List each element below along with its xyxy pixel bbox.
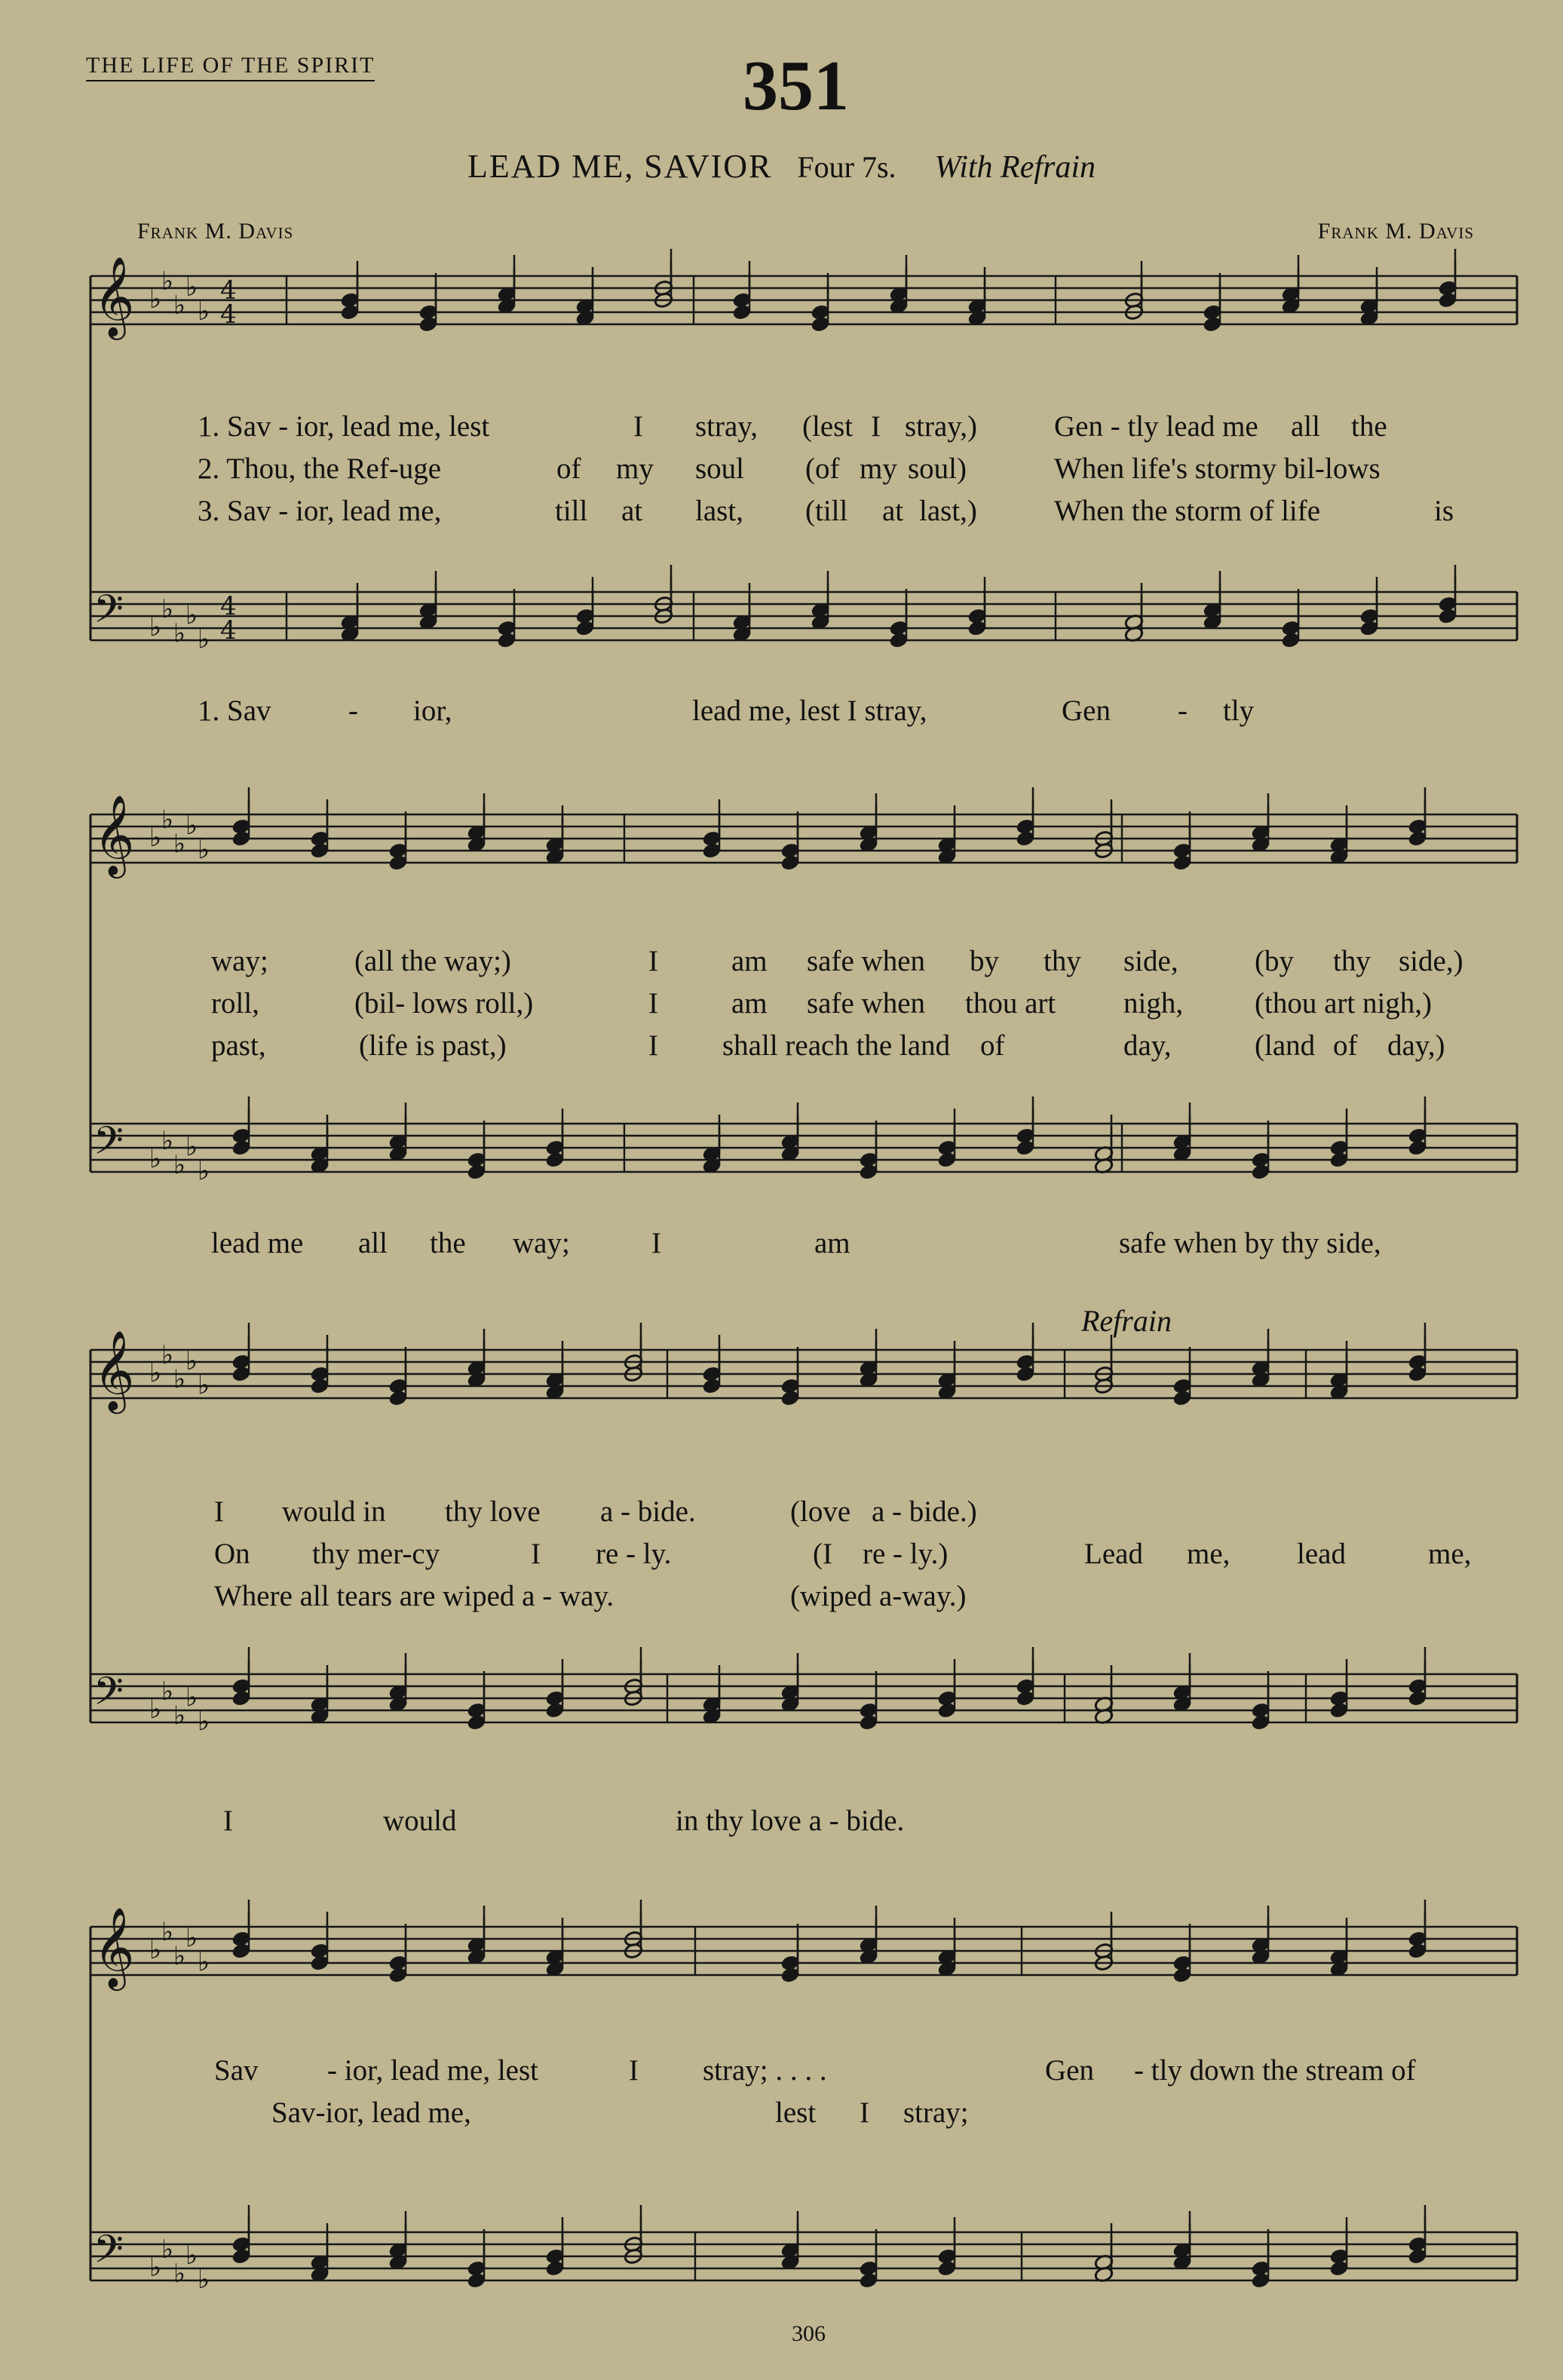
- refrain-label: Refrain: [1081, 1304, 1172, 1338]
- flat-icon: ♭: [173, 1364, 186, 1394]
- flat-icon: ♭: [198, 1156, 210, 1186]
- staff-lines: [90, 276, 1517, 2280]
- flat-icon: ♭: [185, 1132, 198, 1162]
- flat-icon: ♭: [198, 624, 210, 655]
- flat-icon: ♭: [149, 284, 162, 314]
- flat-icon: ♭: [173, 2259, 186, 2289]
- bass-clef-icon: 𝄢: [93, 2226, 124, 2281]
- flat-icon: ♭: [198, 1947, 210, 1977]
- hymn-title: LEAD ME, SAVIOR: [467, 148, 773, 185]
- flat-icon: ♭: [173, 290, 186, 321]
- flat-icon: ♭: [198, 1370, 210, 1400]
- treble-clef-icon: 𝄞: [93, 1906, 135, 1987]
- flat-icon: ♭: [161, 2234, 174, 2265]
- flat-icon: ♭: [198, 1707, 210, 1737]
- flat-icon: ♭: [149, 612, 162, 643]
- flat-icon: ♭: [185, 272, 198, 302]
- treble-clef-icon: 𝄞: [93, 1330, 135, 1410]
- time-signature-top: 4: [220, 275, 237, 305]
- time-signature-top: 4: [220, 591, 237, 621]
- flat-icon: ♭: [173, 829, 186, 859]
- flat-icon: ♭: [198, 2265, 210, 2295]
- flat-icon: ♭: [149, 2253, 162, 2283]
- flat-icon: ♭: [173, 1150, 186, 1180]
- flat-icon: ♭: [149, 823, 162, 853]
- flat-icon: ♭: [149, 1144, 162, 1174]
- flat-icon: ♭: [161, 1340, 174, 1370]
- hymn-page: THE LIFE OF THE SPIRIT 351 LEAD ME, SAVIOR Four 7s. With Refrain Frank M. Davis Frank M. Davis 𝄞 ♭ ♭ ♭ ♭ ♭ 4 4 𝄢 ♭ ♭ ♭ ♭ ♭ 4 4 𝄞 ♭ ♭ ♭ ♭ ♭ 𝄢 ♭ ♭ ♭ ♭ ♭ 𝄞 ♭ ♭ ♭ ♭ ♭ 𝄢 ♭ ♭ ♭ ♭ ♭ 𝄞 ♭ ♭ ♭ ♭ ♭ 𝄢 ♭ ♭ ♭ ♭ ♭ 1. Sav - ior, lead me, lest I stray, (lest I stray,) Gen - tly lead me all the 2. Thou, the Ref-uge of my soul (of my soul) When life's stormy bil-lows 3. Sav - ior, lead me, till at last, (till at last,) When the storm of life is 1. Sav - ior, lead me, lest I stray, Gen - tly way; (all the way;) I am safe when by thy side, (by thy side,) roll, (bil- lows roll,) I am safe when thou art nigh, (thou art nigh,) past, (life is past,) I shall reach the land of day, (land of day,) lead me all the way; I am safe when by thy side, Refrain I would in thy love a - bide. (love a - bide.) On thy mer-cy I re - ly. (I re - ly.) Lead me, lead me, Where all tears are wiped a - way. (wiped a-way.) I would in thy love a - bide. Sav - ior, lead me, lest I stray; . . . . Gen - tly down the stream of Sav-ior, lead me, lest I stray; 306: [0, 0, 1563, 2380]
- flat-icon: ♭: [173, 1701, 186, 1731]
- refrain-note: With Refrain: [934, 150, 1096, 185]
- flat-icon: ♭: [161, 1126, 174, 1156]
- flat-icon: ♭: [161, 594, 174, 624]
- bass-clef-icon: 𝄢: [93, 1118, 124, 1173]
- music-credit: Frank M. Davis: [1317, 219, 1474, 244]
- flat-icon: ♭: [185, 811, 198, 841]
- treble-clef-icon: 𝄞: [93, 794, 135, 875]
- flat-icon: ♭: [198, 835, 210, 865]
- notes: [231, 249, 1457, 2289]
- flat-icon: ♭: [173, 1941, 186, 1971]
- flat-icon: ♭: [198, 296, 210, 327]
- flat-icon: ♭: [185, 1923, 198, 1953]
- hymn-meter: Four 7s.: [797, 150, 896, 184]
- flat-icon: ♭: [185, 1682, 198, 1713]
- treble-clef-icon: 𝄞: [93, 256, 135, 336]
- words-credit: Frank M. Davis: [137, 219, 294, 244]
- clefs: [93, 256, 237, 2295]
- flat-icon: ♭: [185, 2240, 198, 2271]
- bass-clef-icon: 𝄢: [93, 1668, 124, 1723]
- time-signature-bottom: 4: [220, 615, 237, 646]
- hymn-number: 351: [743, 47, 849, 125]
- time-signature-bottom: 4: [220, 299, 237, 330]
- flat-icon: ♭: [149, 1935, 162, 1965]
- flat-icon: ♭: [161, 266, 174, 296]
- flat-icon: ♭: [185, 600, 198, 630]
- flat-icon: ♭: [185, 1346, 198, 1376]
- page-number: 306: [792, 2321, 826, 2346]
- flat-icon: ♭: [149, 1695, 162, 1725]
- flat-icon: ♭: [161, 1917, 174, 1947]
- flat-icon: ♭: [173, 618, 186, 649]
- flat-icon: ♭: [161, 805, 174, 835]
- section-heading: THE LIFE OF THE SPIRIT: [86, 53, 375, 81]
- flat-icon: ♭: [149, 1358, 162, 1388]
- flat-icon: ♭: [161, 1676, 174, 1707]
- bass-clef-icon: 𝄢: [93, 586, 124, 641]
